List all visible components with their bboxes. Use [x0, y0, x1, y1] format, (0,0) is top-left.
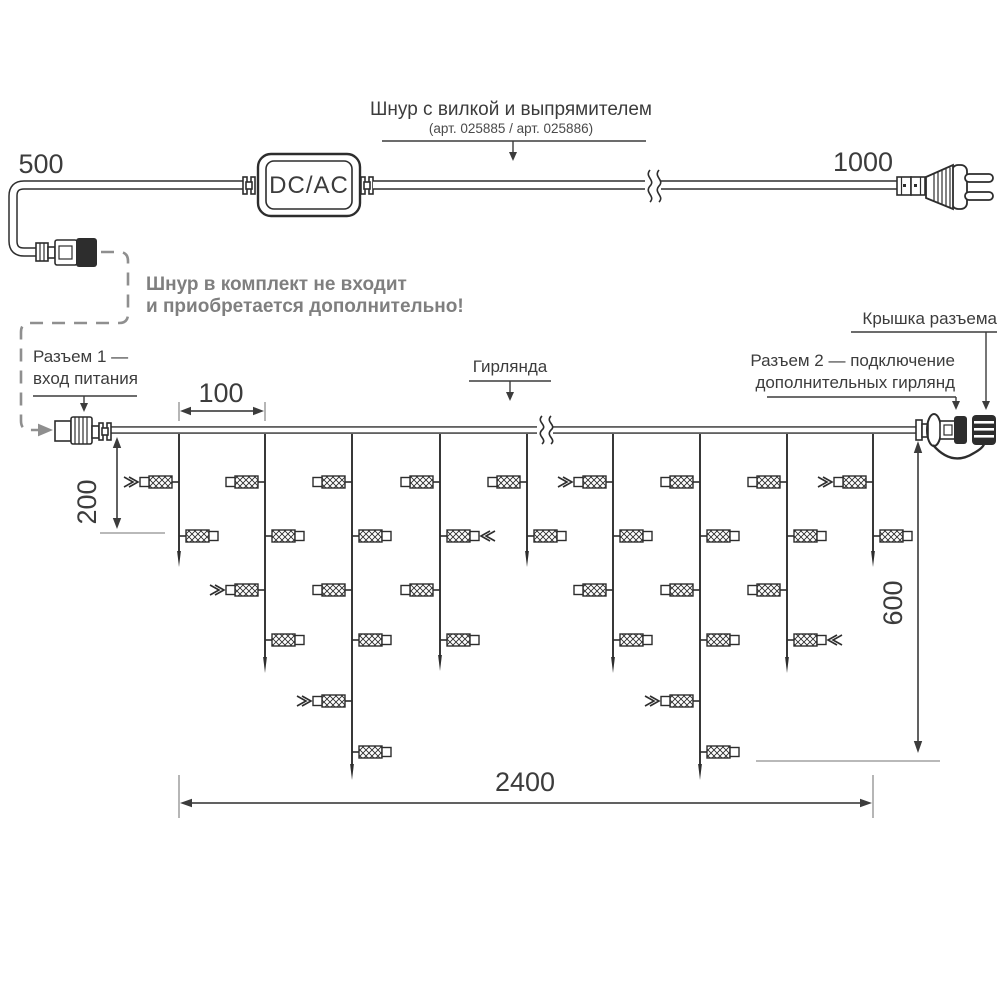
dim-600-label: 600	[878, 580, 908, 626]
dim-1000-label: 1000	[832, 147, 894, 177]
lamp-holder	[382, 636, 391, 645]
garland-drop	[645, 434, 739, 780]
drop-tip	[177, 551, 181, 567]
lamp-holder	[313, 478, 322, 487]
lamp-body	[583, 476, 606, 488]
lamp-body	[670, 695, 693, 707]
drop-tip	[698, 764, 702, 780]
lamp-icon	[265, 634, 304, 646]
drop-tip	[785, 657, 789, 673]
lamp-holder	[661, 586, 670, 595]
lamp-holder	[488, 478, 497, 487]
dim-2400-label: 2400	[494, 767, 556, 797]
lamp-icon	[527, 530, 566, 542]
lamp-icon	[352, 634, 391, 646]
lamp-icon	[613, 530, 652, 542]
lamp-body	[707, 530, 730, 542]
lamp-icon	[645, 695, 700, 707]
lamp-body	[410, 584, 433, 596]
connector1-label-block	[33, 347, 138, 412]
lamp-holder	[313, 586, 322, 595]
lamp-body	[880, 530, 903, 542]
garland-label: Гирлянда	[472, 357, 548, 376]
lamp-icon	[700, 746, 739, 758]
optional-cord-dashed-path	[21, 252, 128, 436]
lamp-icon	[313, 584, 352, 596]
lamp-holder	[643, 532, 652, 541]
lamp-body	[794, 530, 817, 542]
lamp-holder	[382, 532, 391, 541]
lamp-body	[707, 746, 730, 758]
drop-tip	[438, 655, 442, 671]
lamp-holder	[730, 636, 739, 645]
lamp-holder	[730, 748, 739, 757]
drop-tip	[263, 657, 267, 673]
wire-break-icon	[648, 170, 660, 202]
garland-drop	[210, 434, 304, 673]
garland-drop	[297, 434, 391, 780]
note-line2: и приобретается дополнительно!	[146, 296, 464, 317]
lamp-icon	[700, 530, 739, 542]
dim-100-label: 100	[198, 378, 244, 408]
lamp-body	[235, 476, 258, 488]
plug-pin-icon	[965, 174, 993, 182]
lamp-icon	[210, 584, 265, 596]
dim-200-label: 200	[72, 479, 102, 525]
garland-wire	[111, 416, 918, 444]
lamp-holder	[661, 697, 670, 706]
lamp-holder	[643, 636, 652, 645]
lamp-body	[497, 476, 520, 488]
lamp-holder	[903, 532, 912, 541]
lamp-icon	[613, 634, 652, 646]
lamp-holder	[401, 586, 410, 595]
lamp-body	[447, 530, 470, 542]
lamp-icon	[661, 476, 700, 488]
lamp-icon	[574, 584, 613, 596]
lamp-holder	[817, 636, 826, 645]
connector2-line1: Разъем 2 — подключение	[750, 351, 955, 370]
drop-tip	[871, 551, 875, 567]
plug-pin-icon	[965, 192, 993, 200]
lamp-holder	[730, 532, 739, 541]
tether-loop-icon	[927, 414, 941, 446]
dimension-100	[179, 378, 265, 421]
lamp-icon	[748, 584, 787, 596]
lamp-icon	[401, 476, 440, 488]
wire-break-icon	[540, 416, 552, 444]
lamp-icon	[787, 530, 826, 542]
garland-drop	[401, 434, 495, 671]
lamp-holder	[470, 532, 479, 541]
garland-label-block	[469, 357, 551, 401]
lamp-holder	[295, 532, 304, 541]
lamp-body	[670, 584, 693, 596]
lamp-icon	[488, 476, 527, 488]
lamp-body	[186, 530, 209, 542]
lamp-holder	[401, 478, 410, 487]
lamp-icon	[179, 530, 218, 542]
lamp-body	[707, 634, 730, 646]
lamp-icon	[297, 695, 352, 707]
cord-subtitle: (арт. 025885 / арт. 025886)	[428, 121, 594, 136]
lamp-holder	[557, 532, 566, 541]
garland-drops	[124, 434, 912, 780]
pointer-arrow-icon	[506, 392, 514, 401]
lamp-holder	[574, 478, 583, 487]
lamp-icon	[265, 530, 304, 542]
lamp-icon	[440, 530, 495, 542]
lamp-body	[272, 634, 295, 646]
lamp-body	[359, 634, 382, 646]
cord-wire-right	[373, 170, 898, 202]
dim-500-label: 500	[18, 149, 64, 179]
dc-ac-converter	[243, 154, 373, 216]
garland-drop	[818, 434, 912, 567]
lamp-body	[794, 634, 817, 646]
lamp-icon	[748, 476, 787, 488]
lamp-icon	[226, 476, 265, 488]
pointer-arrow-icon	[952, 401, 960, 410]
lamp-body	[670, 476, 693, 488]
garland-drop	[558, 434, 652, 673]
pointer-arrow-icon	[509, 152, 517, 161]
lamp-holder	[226, 586, 235, 595]
pointer-arrow-icon	[982, 401, 990, 410]
connector1-line1: Разъем 1 —	[33, 347, 129, 366]
lamp-body	[359, 530, 382, 542]
lamp-body	[235, 584, 258, 596]
dimension-2400	[179, 767, 873, 818]
lamp-body	[410, 476, 433, 488]
lamp-body	[272, 530, 295, 542]
lamp-icon	[352, 530, 391, 542]
lamp-holder	[470, 636, 479, 645]
lamp-holder	[661, 478, 670, 487]
lamp-body	[757, 476, 780, 488]
cap-label: Крышка разъема	[862, 309, 997, 328]
lamp-icon	[313, 476, 352, 488]
dimension-600	[756, 441, 940, 761]
lamp-body	[322, 476, 345, 488]
connector2-line2: дополнительных гирлянд	[755, 373, 955, 392]
connector2-label-block	[750, 351, 960, 410]
cord-label-block	[370, 99, 652, 161]
lamp-body	[359, 746, 382, 758]
lamp-holder	[209, 532, 218, 541]
lamp-body	[534, 530, 557, 542]
dashed-arrow-icon	[38, 424, 53, 437]
lamp-holder	[748, 586, 757, 595]
lamp-icon	[558, 476, 613, 488]
lamp-body	[149, 476, 172, 488]
lamp-holder	[834, 478, 843, 487]
lamp-holder	[313, 697, 322, 706]
lamp-body	[843, 476, 866, 488]
drop-tip	[525, 551, 529, 567]
lamp-icon	[440, 634, 479, 646]
pointer-arrow-icon	[80, 403, 88, 412]
converter-label: DC/AC	[269, 172, 349, 199]
garland-drop	[124, 434, 218, 567]
lamp-holder	[574, 586, 583, 595]
lamp-icon	[401, 584, 440, 596]
garland-drop	[488, 434, 566, 567]
cord-title: Шнур с вилкой и выпрямителем	[370, 99, 652, 120]
lamp-icon	[873, 530, 912, 542]
lamp-holder	[226, 478, 235, 487]
lamp-body	[757, 584, 780, 596]
lamp-body	[322, 695, 345, 707]
lamp-holder	[382, 748, 391, 757]
lamp-icon	[700, 634, 739, 646]
connector1-line2: вход питания	[33, 369, 138, 388]
cord-wire-left	[13, 185, 246, 252]
lamp-icon	[661, 584, 700, 596]
connector-cap-icon	[972, 415, 996, 445]
garland-diagram	[33, 309, 998, 818]
garland-drop	[748, 434, 842, 673]
lamp-holder	[817, 532, 826, 541]
lamp-body	[322, 584, 345, 596]
garland-output-connector-icon	[916, 414, 996, 458]
garland-input-connector-icon	[55, 417, 111, 444]
drop-tip	[611, 657, 615, 673]
drop-tip	[350, 764, 354, 780]
lamp-holder	[140, 478, 149, 487]
dc-output-connector-icon	[36, 238, 97, 267]
lamp-icon	[818, 476, 873, 488]
lamp-icon	[124, 476, 179, 488]
lamp-body	[447, 634, 470, 646]
lamp-body	[583, 584, 606, 596]
lamp-holder	[295, 636, 304, 645]
power-plug-icon	[897, 165, 993, 209]
note-line1: Шнур в комплект не входит	[146, 274, 407, 295]
lamp-icon	[787, 634, 842, 646]
lamp-holder	[748, 478, 757, 487]
cap-tether-icon	[933, 444, 984, 458]
lamp-body	[620, 634, 643, 646]
lamp-icon	[352, 746, 391, 758]
lamp-body	[620, 530, 643, 542]
